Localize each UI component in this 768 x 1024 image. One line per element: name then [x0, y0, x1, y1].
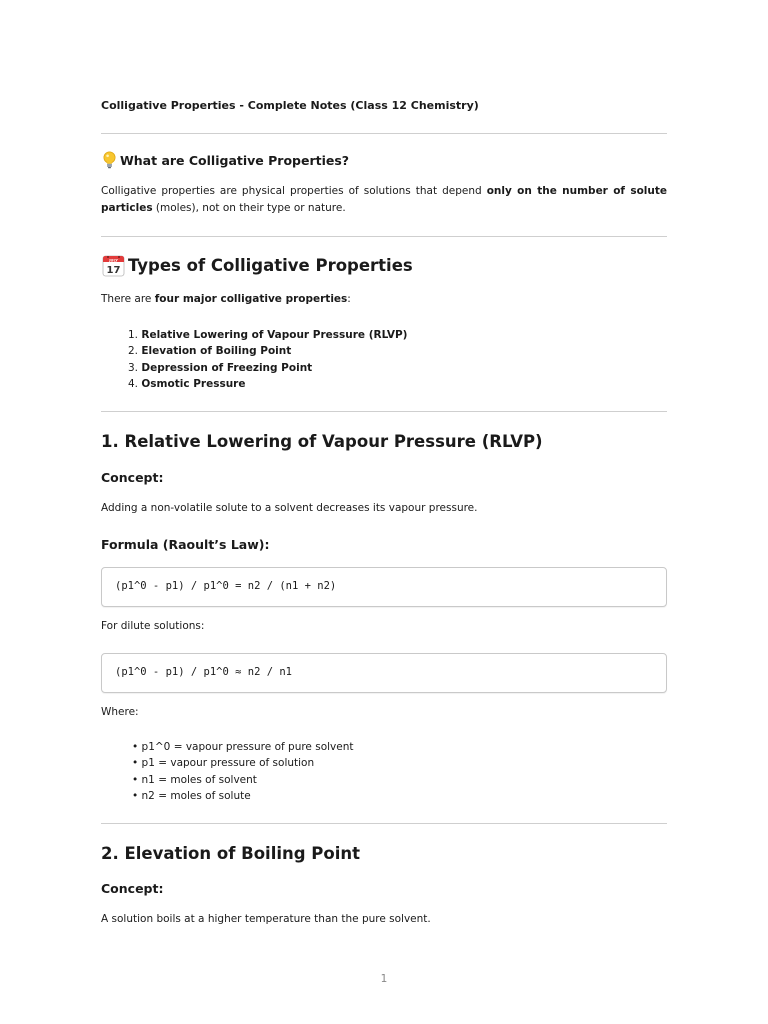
where-label: Where: [101, 706, 139, 718]
list-item: • n1 = moles of solvent [132, 773, 257, 786]
list-number: 1. [128, 329, 139, 341]
types-intro-end: : [347, 293, 351, 305]
types-intro-bold: four major colligative properties [154, 293, 348, 305]
document-title: Colligative Properties - Complete Notes (Class 12 Chemistry) [101, 99, 479, 112]
intro-bold-text: only on the number of solute particles [101, 185, 667, 214]
calendar-month: JULY [109, 258, 118, 263]
formula-code: (p1^0 - p1) / p1^0 = n2 / (n1 + n2) [115, 580, 337, 592]
page-number: 1 [380, 973, 388, 985]
list-item [128, 360, 407, 376]
section-heading-label: Types of Colligative Properties [128, 256, 413, 275]
concept-label: Concept: [101, 470, 164, 485]
list-item: • p1 = vapour pressure of solution [132, 757, 315, 770]
section-heading-label: What are Colligative Properties? [120, 152, 350, 168]
formula-code-block [101, 567, 667, 607]
types-list [128, 327, 407, 393]
list-label: Relative Lowering of Vapour Pressure (RLVP) [141, 329, 408, 341]
list-item [128, 376, 407, 392]
calendar-icon [102, 254, 125, 277]
divider [101, 823, 667, 824]
divider [101, 236, 667, 237]
list-number: 3. [128, 361, 139, 374]
list-item: • p1^0 = vapour pressure of pure solvent [132, 741, 354, 753]
divider [101, 133, 667, 134]
divider [101, 411, 667, 412]
list-item [128, 327, 407, 343]
dilute-label: For dilute solutions: [101, 620, 205, 632]
types-intro [101, 291, 667, 308]
section-heading-what-are [101, 151, 349, 169]
list-label: Depression of Freezing Point [141, 361, 313, 374]
dilute-formula-code-block [101, 653, 667, 693]
list-item: • n2 = moles of solute [132, 790, 251, 803]
intro-text: Colligative properties are physical properties of solutions that depend [101, 185, 487, 197]
section-heading-types [101, 254, 413, 277]
formula-label: Formula (Raoult’s Law): [101, 537, 270, 552]
intro-paragraph [101, 183, 667, 217]
concept-text: Adding a non-volatile solute to a solvent decreases its vapour pressure. [101, 502, 478, 514]
list-label: Elevation of Boiling Point [141, 345, 292, 358]
calendar-day: 17 [106, 265, 121, 276]
lightbulb-icon [102, 151, 117, 169]
list-number: 4. [128, 378, 139, 391]
concept-text: A solution boils at a higher temperature than the pure solvent. [101, 913, 431, 925]
list-label: Osmotic Pressure [141, 378, 246, 391]
list-item [128, 343, 407, 359]
list-number: 2. [128, 345, 139, 358]
where-list [132, 739, 353, 805]
formula-code: (p1^0 - p1) / p1^0 ≈ n2 / n1 [115, 666, 293, 678]
intro-text-end: (moles), not on their type or nature. [152, 202, 346, 214]
section-heading-rlvp: 1. Relative Lowering of Vapour Pressure (RLVP) [101, 432, 543, 451]
types-intro-text: There are [101, 293, 155, 305]
concept-label: Concept: [101, 881, 164, 896]
section-heading-boiling: 2. Elevation of Boiling Point [101, 844, 361, 863]
